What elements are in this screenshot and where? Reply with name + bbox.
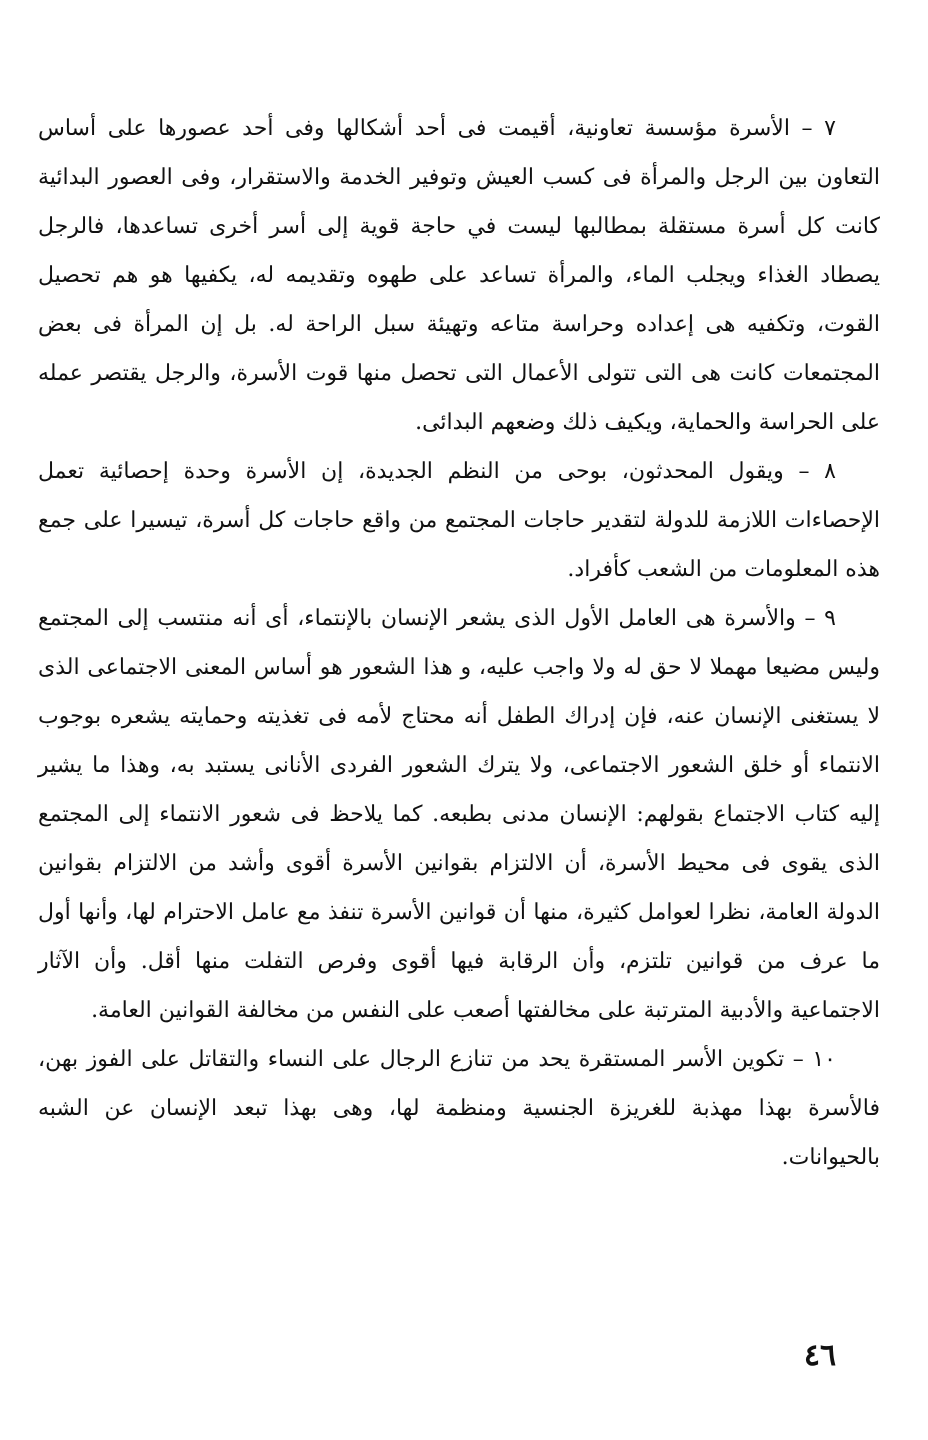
- paragraph-10: ١٠ – تكوين الأسر المستقرة يحد من تنازع الرجال على النساء والتقاتل على الفوز بهن، فالأسرة بهذا مهذبة للغريزة الجنسية ومنظمة لها، وهى بهذا تبعد الإنسان عن الشبه بالحيوانات.: [38, 1047, 880, 1170]
- page-number: ٤٦: [803, 1338, 837, 1373]
- paragraph-9: ٩ – والأسرة هى العامل الأول الذى يشعر الإنسان بالإنتماء، أى أنه منتسب إلى المجتمع وليس مضيعا مهملا لا حق له ولا واجب عليه، و هذا الشعور هو أساس المعنى الاجتماعى الذى لا يستغنى الإنسان عنه، فإن إدراك الطفل أنه محتاج لأمه فى تغذيته وحمايته يشعره بوجوب الانتماء أو خلق الشعور الاجتماعى، ولا يترك الشعور الفردى الأنانى يستبد به، وهذا ما يشير إليه كتاب الاجتماع بقولهم: الإنسان مدنى بطبعه. كما يلاحظ فى شعور الانتماء إلى المجتمع الذى يقوى فى محيط الأسرة، أن الالتزام بقوانين الأسرة أقوى وأشد من الالتزام بقوانين الدولة العامة، نظرا لعوامل كثيرة، منها أن قوانين الأسرة تنفذ مع عامل الاحترام لها، وأنها أول ما عرف من قوانين تلتزم، وأن الرقابة فيها أقوى وفرص التفلت منها أقل. وأن الآثار الاجتماعية والأدبية المترتبة على مخالفتها أصعب على النفس من مخالفة القوانين العامة.: [38, 606, 880, 1023]
- paragraph-8: ٨ – ويقول المحدثون، بوحى من النظم الجديدة، إن الأسرة وحدة إحصائية تعمل الإحصاءات اللازمة للدولة لتقدير حاجات المجتمع من واقع حاجات كل أسرة، تيسيرا على جمع هذه المعلومات من الشعب كأفراد.: [38, 459, 880, 582]
- paragraph-7: ٧ – الأسرة مؤسسة تعاونية، أقيمت فى أحد أشكالها وفى أحد عصورها على أساس التعاون بين الرجل والمرأة فى كسب العيش وتوفير الخدمة والاستقرار، وفى العصور البدائية كانت كل أسرة مستقلة بمطالبها ليست في حاجة قوية إلى أسر أخرى تساعدها، فالرجل يصطاد الغذاء ويجلب الماء، والمرأة تساعد على طهوه وتقديمه له، يكفيها هو هم تحصيل القوت، وتكفيه هى إعداده وحراسة متاعه وتهيئة سبل الراحة له. بل إن المرأة فى بعض المجتمعات كانت هى التى تتولى الأعمال التى تحصل منها قوت الأسرة، والرجل يقتصر عمله على الحراسة والحماية، ويكيف ذلك وضعهم البدائى.: [38, 116, 880, 435]
- body-text: [38, 104, 880, 1182]
